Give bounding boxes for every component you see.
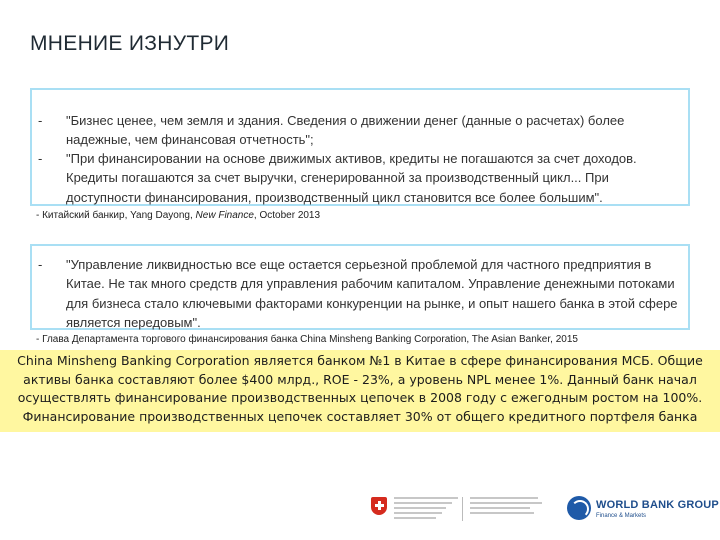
quote-text: "При финансировании на основе движимых активов, кредиты не погашаются за счет доходов. Кредиты погашаются за счет выручки, сгенерированной за производственный цикл... При доступности финансирования, производственный цикл становится все более большим". — [66, 151, 637, 205]
quote-source-2: - Глава Департамента торгового финансирования банка China Minsheng Banking Corporation, The Asian Banker, 2015 — [36, 334, 578, 345]
quote-text: "Бизнес ценее, чем земля и здания. Сведения о движении денег (данные о расчетах) более надежные, чем финансовая отчетность"; — [66, 113, 625, 148]
highlight-line: активы банка составляют более $400 млрд., ROE - 23%, а уровень NPL менее 1%. Данный банк начал — [23, 371, 697, 387]
quote-box-2 — [30, 244, 690, 330]
seco-logo-text — [470, 497, 542, 517]
highlight-line: Финансирование производственных цепочек составляет 30% от общего кредитного портфеля банка — [22, 408, 698, 424]
quote-source-1: - Китайский банкир, Yang Dayong, New Finance, October 2013 — [36, 210, 321, 221]
swiss-confederation-logo-text — [394, 497, 458, 522]
source-publication: New Finance — [195, 210, 254, 221]
bullet-dash: - — [38, 113, 43, 128]
swiss-flag-icon — [371, 497, 387, 515]
highlight-line: осуществлять финансирование производственных цепочек в 2008 году с ежегодным ростом на 100%. — [17, 390, 703, 405]
page-title: МНЕНИЕ ИЗНУТРИ — [30, 32, 230, 55]
highlight-line: China Minsheng Banking Corporation является банком №1 в Китае в сфере финансирования МСБ. Общие — [17, 353, 703, 368]
quote-item-3 — [32, 255, 688, 333]
quote-item-2 — [32, 149, 688, 207]
world-bank-subtitle: Finance & Markets — [596, 513, 647, 519]
footer-divider — [462, 497, 463, 521]
quote-text: "Управление ликвидностью все еще остается серьезной проблемой для частного предприятия в Китае. Не так много средств для управления рабочим капиталом. Управление денежными потоками для бизнеса стало ключевыми факторами конкуренции на рынке, и опыт нашего банка в этой сфере является передовым". — [66, 257, 678, 330]
world-bank-group-logo: WORLD BANK GROUP — [596, 499, 719, 511]
bullet-dash: - — [38, 151, 43, 166]
bullet-dash: - — [38, 257, 43, 272]
highlight-box — [0, 350, 720, 432]
quote-item-1 — [32, 111, 688, 151]
quote-box-1 — [30, 88, 690, 206]
world-bank-globe-icon — [567, 496, 591, 520]
